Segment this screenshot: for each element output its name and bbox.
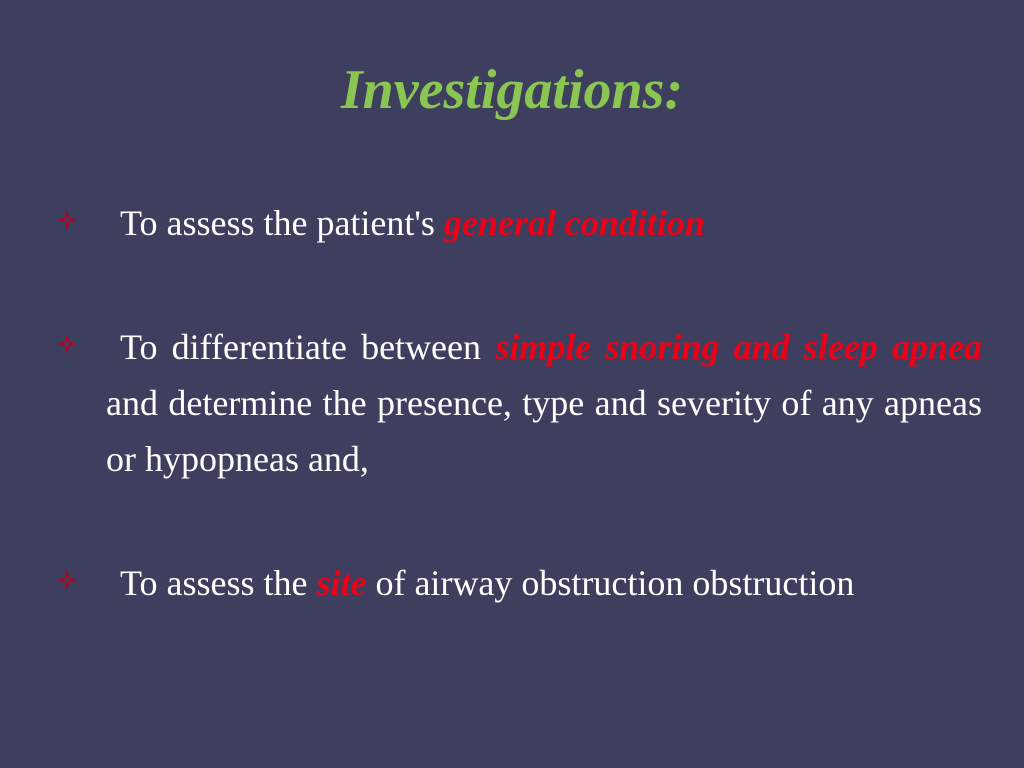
bullet-text-post: of airway obstruction obstruction — [366, 563, 855, 603]
slide-title: Investigations: — [340, 59, 684, 121]
diamond-star-bullet-icon — [56, 333, 78, 355]
bullet-item-3 — [106, 555, 982, 611]
bullet-text: To differentiate between — [120, 327, 496, 367]
bullet-item-1 — [106, 195, 982, 251]
bullet-highlight: general condition — [443, 203, 705, 243]
diamond-star-bullet-icon — [56, 569, 78, 591]
bullet-highlight: site — [316, 563, 367, 603]
diamond-star-bullet-icon — [56, 209, 78, 231]
bullet-item-2 — [106, 319, 982, 487]
bullet-text-post: and determine the presence, type and severity of any apneas or hypopneas and, — [106, 383, 982, 479]
bullet-text: To assess the — [120, 563, 317, 603]
bullet-highlight: simple snoring and sleep apnea — [495, 327, 982, 367]
bullet-text: To assess the patient's — [120, 203, 444, 243]
